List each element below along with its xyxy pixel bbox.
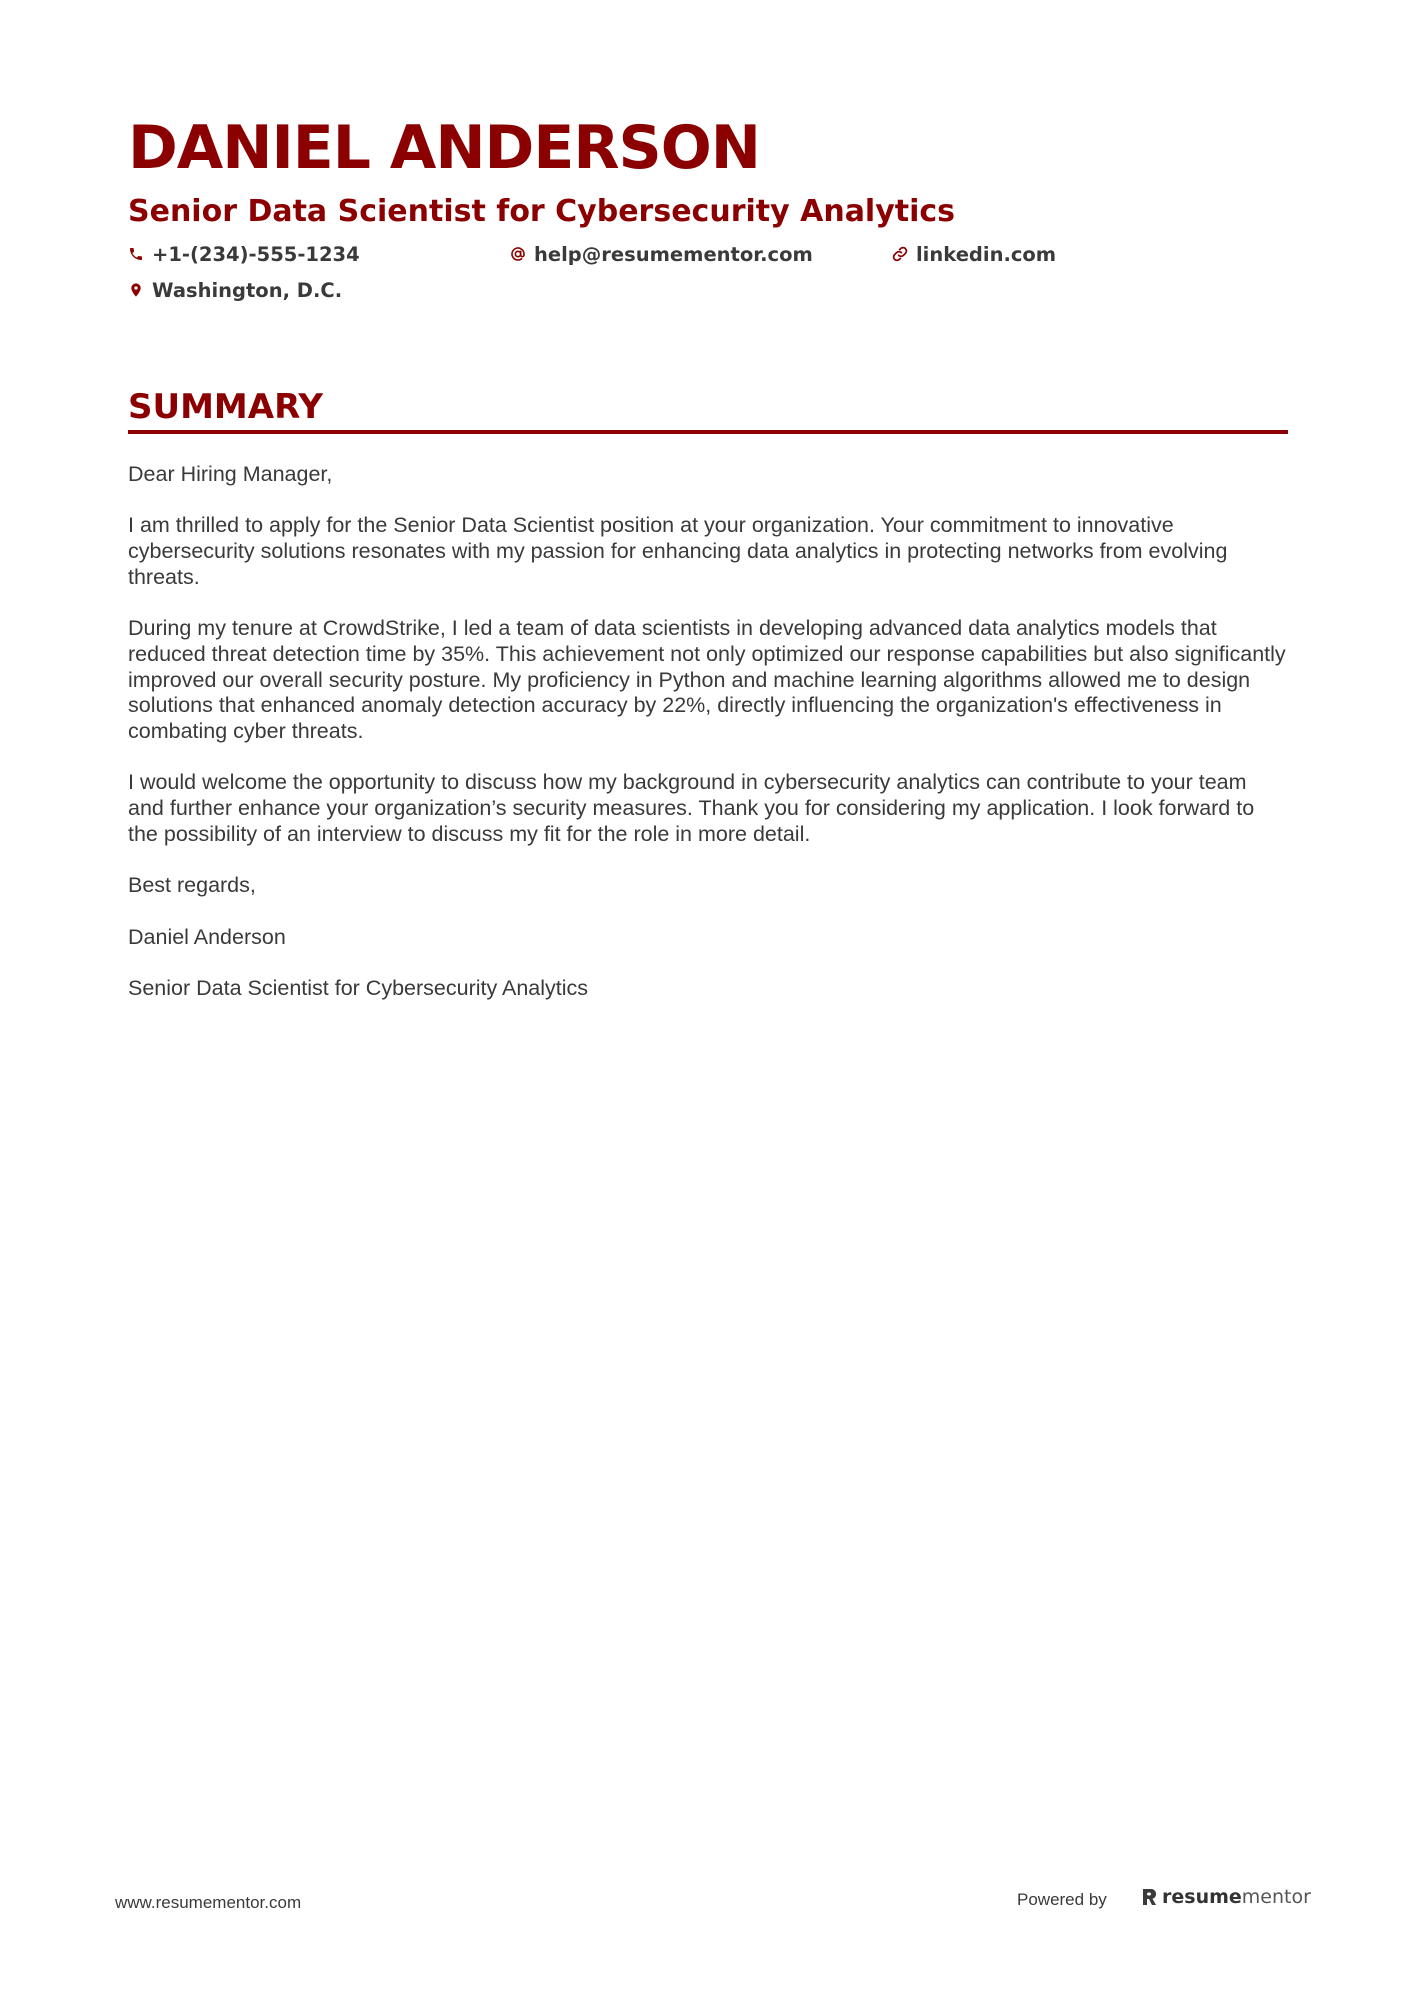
powered-by-label: Powered by <box>1017 1890 1107 1909</box>
letter-paragraph: During my tenure at CrowdStrike, I led a team of data scientists in developing advanced data analytics models that reduced threat detection time by 35%. This achievement not only optimized our response capabilities but also significantly improved our overall security posture. My proficiency in Python and machine learning algorithms allowed me to design solutions that enhanced anomaly detection accuracy by 22%, directly influencing the organization's effectiveness in combating cyber threats. <box>128 616 1286 743</box>
email-text: help@resumementor.com <box>534 242 813 266</box>
map-pin-icon <box>128 282 144 298</box>
link-text: linkedin.com <box>916 242 1057 266</box>
contact-location <box>128 275 342 305</box>
letter-salutation: Dear Hiring Manager, <box>128 462 333 486</box>
brand-name-part-1: resume <box>1162 1886 1242 1908</box>
section-title-summary: SUMMARY <box>128 387 324 427</box>
letter-paragraph: I would welcome the opportunity to discuss how my background in cybersecurity analytics can contribute to your team and further enhance your organization’s security measures. Thank you for considering my application. I look forward to the possibility of an interview to discuss my fit for the role in more detail. <box>128 770 1255 846</box>
brand-name-part-2: mentor <box>1241 1886 1311 1908</box>
resumementor-logo-icon <box>1140 1887 1158 1907</box>
phone-icon <box>128 246 144 262</box>
at-sign-icon <box>510 246 526 262</box>
contact-email[interactable] <box>510 239 813 269</box>
location-text: Washington, D.C. <box>152 278 343 302</box>
footer-website-link[interactable]: www.resumementor.com <box>115 1893 302 1912</box>
contact-phone <box>128 239 360 269</box>
signature-name: Daniel Anderson <box>128 924 286 949</box>
contact-link[interactable] <box>892 239 1056 269</box>
candidate-title: Senior Data Scientist for Cybersecurity Analytics <box>128 194 956 229</box>
section-divider <box>128 430 1288 434</box>
phone-text: +1-(234)-555-1234 <box>152 242 360 266</box>
cover-letter-body <box>128 462 1288 1027</box>
link-icon <box>892 246 908 262</box>
letter-closing: Best regards, <box>128 873 256 898</box>
brand-logo[interactable] <box>1140 1886 1311 1908</box>
candidate-name: DANIEL ANDERSON <box>128 113 760 183</box>
letter-paragraph: I am thrilled to apply for the Senior Data Scientist position at your organization. Your commitment to innovative cybersecurity solutions resonates with my passion for enhancing data analytics in protecting networks from evolving threats. <box>128 513 1228 589</box>
signature-title: Senior Data Scientist for Cybersecurity Analytics <box>128 975 589 1000</box>
